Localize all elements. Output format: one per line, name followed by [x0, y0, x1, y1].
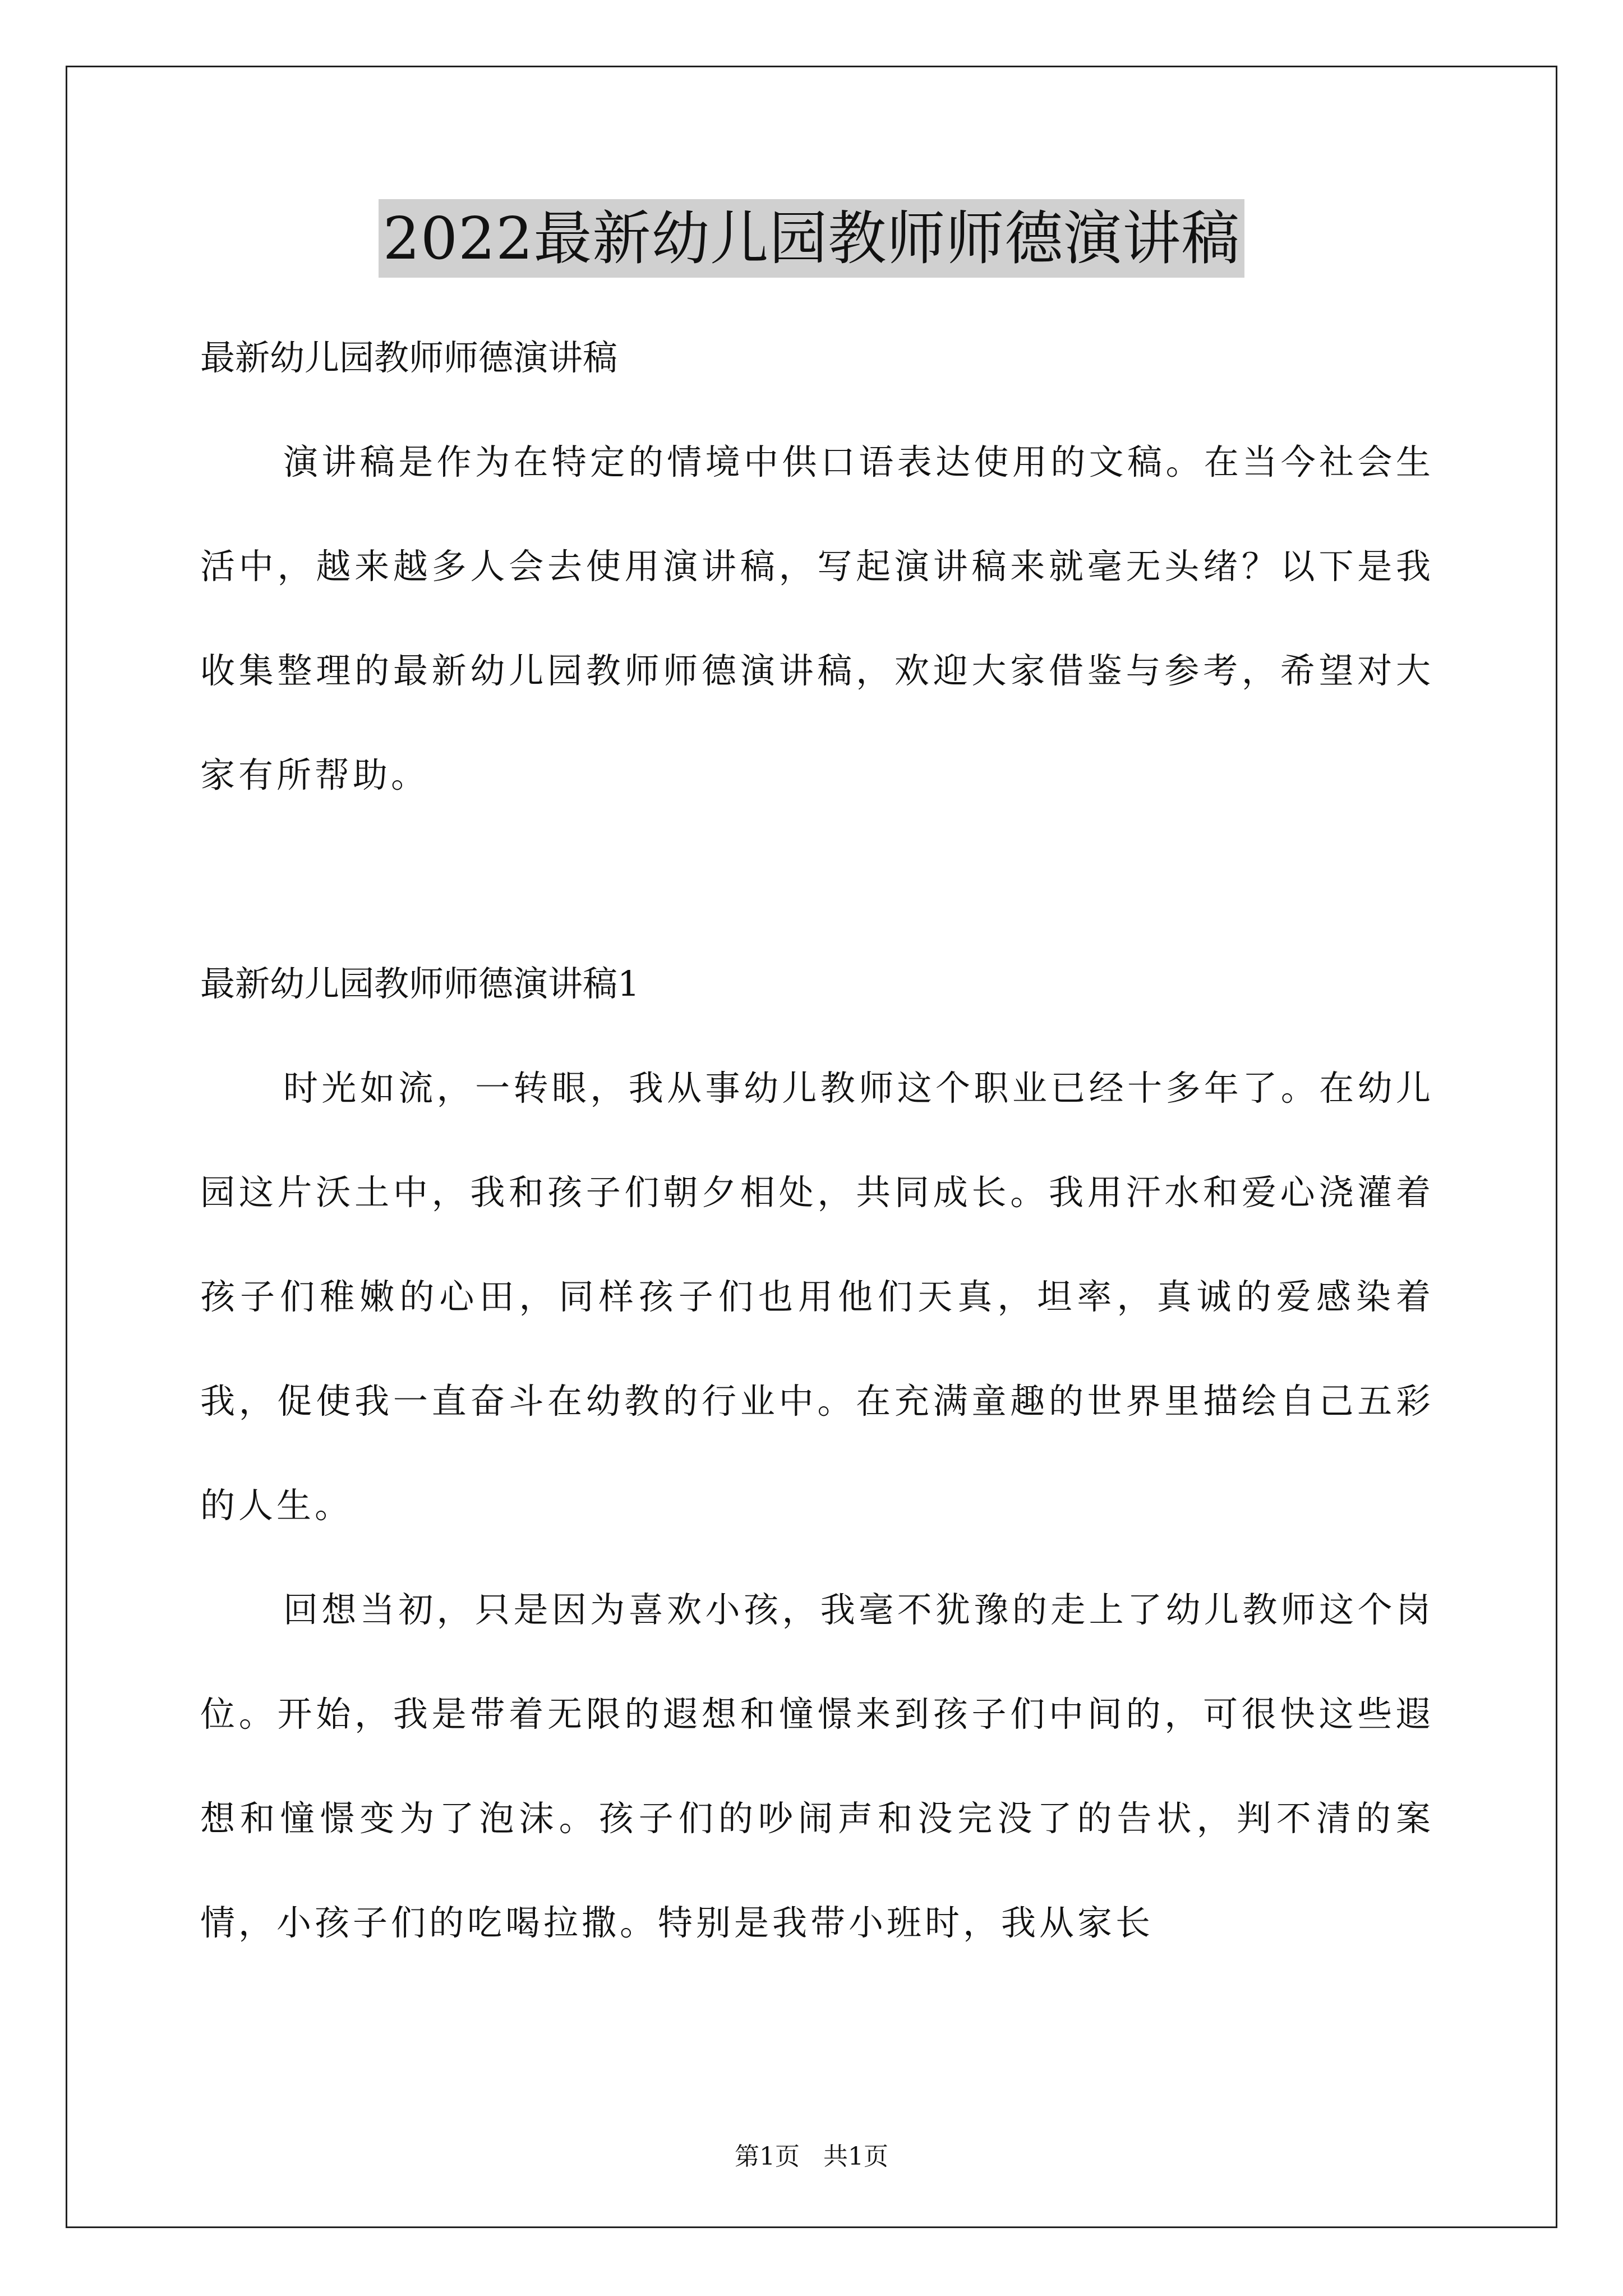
- page-footer: 第1页 共1页: [735, 2142, 888, 2171]
- section-spacer: [200, 827, 1434, 932]
- document-subtitle: 最新幼儿园教师师德演讲稿: [200, 337, 618, 378]
- intro-paragraph: 演讲稿是作为在特定的情境中供口语表达使用的文稿。在当今社会生活中，越来越多人会去使用演讲稿，写起演讲稿来就毫无头绪？以下是我收集整理的最新幼儿园教师师德演讲稿，欢迎大家借鉴与参考，希望对大家有所帮助。: [200, 441, 1434, 795]
- section-paragraph: 回想当初，只是因为喜欢小孩，我毫不犹豫的走上了幼儿教师这个岗位。开始，我是带着无限的遐想和憧憬来到孩子们中间的，可很快这些遐想和憧憬变为了泡沫。孩子们的吵闹声和没完没了的告状，判不清的案情，小孩子们的吃喝拉撒。特别是我带小班时，我从家长: [200, 1589, 1434, 1943]
- section-heading: 最新幼儿园教师师德演讲稿1: [200, 963, 640, 1004]
- document-body: [200, 306, 1434, 1975]
- document-title: 2022最新幼儿园教师师德演讲稿: [379, 199, 1245, 278]
- section-paragraph: 时光如流，一转眼，我从事幼儿教师这个职业已经十多年了。在幼儿园这片沃土中，我和孩子们朝夕相处，共同成长。我用汗水和爱心浇灌着孩子们稚嫩的心田，同样孩子们也用他们天真，坦率，真诚的爱感染着我，促使我一直奋斗在幼教的行业中。在充满童趣的世界里描绘自己五彩的人生。: [200, 1068, 1434, 1526]
- title-container: [0, 199, 1623, 278]
